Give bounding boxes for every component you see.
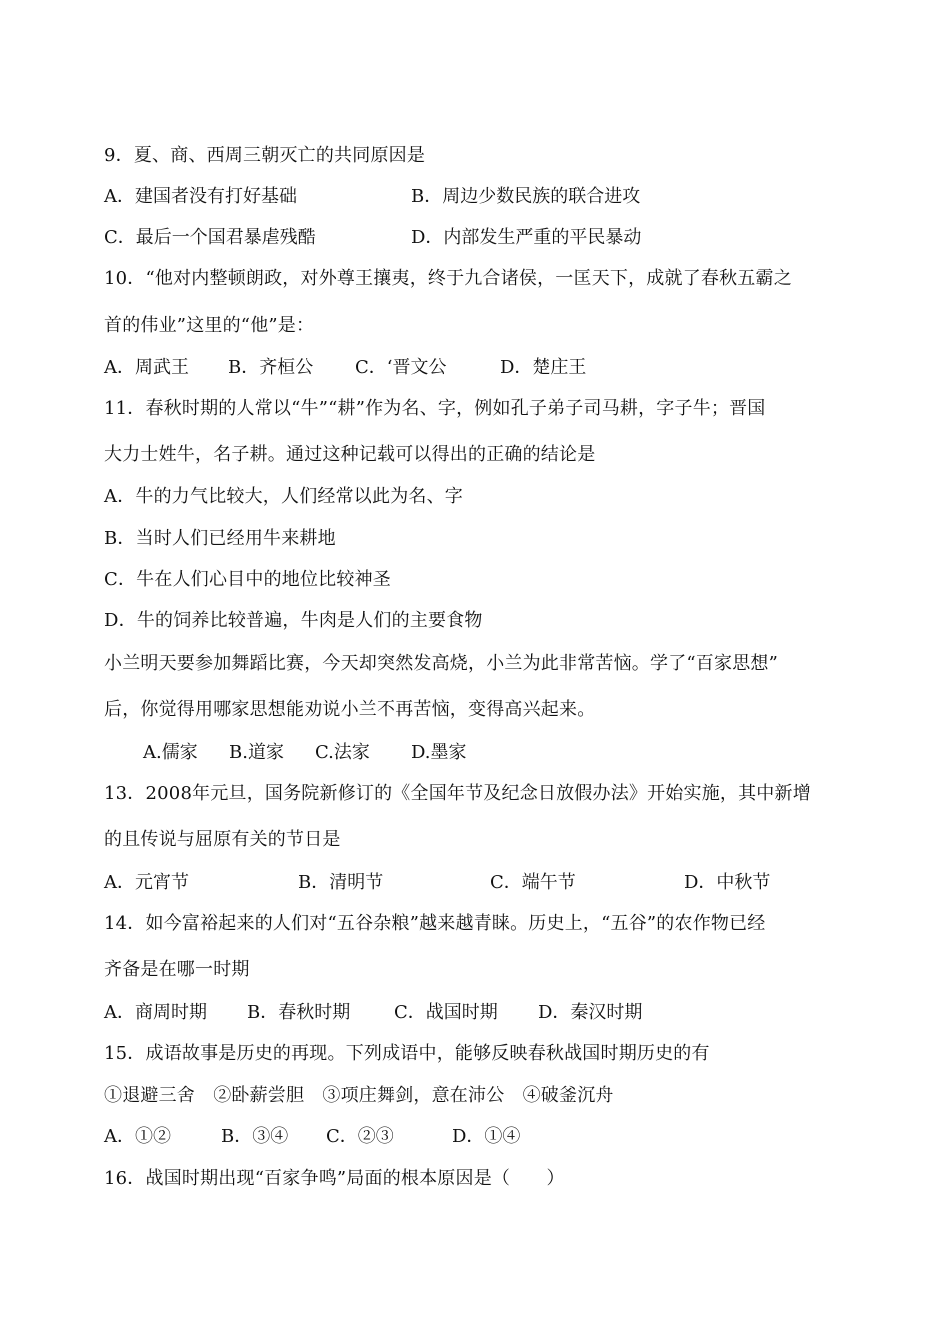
question-11-option-b: B．当时人们已经用牛来耕地	[104, 528, 336, 549]
question-13-option-b: B．清明节	[298, 872, 384, 893]
question-15-option-c: C．②③	[326, 1126, 394, 1147]
question-13-option-a: A．元宵节	[104, 872, 189, 893]
question-12-option-b: B.道家	[229, 742, 284, 763]
question-9-option-d: D．内部发生严重的平民暴动	[411, 227, 642, 248]
question-11-option-d: D．牛的饲养比较普遍，牛肉是人们的主要食物	[104, 610, 483, 631]
question-12-option-c: C.法家	[315, 742, 370, 763]
question-16-stem: 16．战国时期出现“百家争鸣”局面的根本原因是（ ）	[104, 1168, 565, 1189]
question-14-stem-line-2: 齐备是在哪一时期	[104, 959, 250, 980]
question-14-stem-line-1: 14．如今富裕起来的人们对“五谷杂粮”越来越青睐。历史上，“五谷”的农作物已经	[104, 913, 766, 934]
question-13-stem-line-2: 的且传说与屈原有关的节日是	[104, 829, 341, 850]
question-12-option-a: A.儒家	[143, 742, 198, 763]
question-10-option-d: D．楚庄王	[500, 357, 587, 378]
question-10-option-b: B．齐桓公	[228, 357, 314, 378]
question-13-stem-line-1: 13．2008年元旦，国务院新修订的《全国年节及纪念日放假办法》开始实施，其中新增	[104, 783, 811, 804]
question-12-stem-line-2: 后，你觉得用哪家思想能劝说小兰不再苦恼，变得高兴起来。	[104, 699, 596, 720]
question-14-option-c: C．战国时期	[394, 1002, 498, 1023]
question-12-option-d: D.墨家	[411, 742, 467, 763]
question-11-stem-line-2: 大力士姓牛，名子耕。通过这种记载可以得出的正确的结论是	[104, 444, 596, 465]
question-15-option-b: B．③④	[221, 1126, 289, 1147]
question-11-option-c: C．牛在人们心目中的地位比较神圣	[104, 569, 391, 590]
question-10-option-c: C．‘晋文公	[355, 357, 447, 378]
question-13-option-d: D．中秋节	[684, 872, 771, 893]
question-15-option-d: D．①④	[452, 1126, 521, 1147]
question-11-stem-line-1: 11．春秋时期的人常以“牛”“耕”作为名、字，例如孔子弟子司马耕，字子牛；晋国	[104, 398, 766, 419]
question-10-option-a: A．周武王	[104, 357, 189, 378]
question-9-option-a: A．建国者没有打好基础	[104, 186, 297, 207]
question-14-option-d: D．秦汉时期	[538, 1002, 643, 1023]
question-15-stem-line-1: 15．成语故事是历史的再现。下列成语中，能够反映春秋战国时期历史的有	[104, 1043, 710, 1064]
question-9-stem: 9．夏、商、西周三朝灭亡的共同原因是	[104, 145, 426, 166]
question-10-stem-line-2: 首的伟业”这里的“他”是：	[104, 315, 315, 336]
question-15-option-a: A．①②	[104, 1126, 171, 1147]
question-14-option-b: B．春秋时期	[247, 1002, 351, 1023]
question-12-stem-line-1: 小兰明天要参加舞蹈比赛，今天却突然发高烧，小兰为此非常苦恼。学了“百家思想”	[104, 653, 779, 674]
question-10-stem-line-1: 10．“他对内整顿朗政，对外尊王攘夷，终于九合诸侯，一匡天下，成就了春秋五霸之	[104, 268, 792, 289]
question-9-option-c: C．最后一个国君暴虐残酷	[104, 227, 316, 248]
question-13-option-c: C．端午节	[490, 872, 576, 893]
question-14-option-a: A．商周时期	[104, 1002, 207, 1023]
question-11-option-a: A．牛的力气比较大，人们经常以此为名、字	[104, 486, 463, 507]
question-9-option-b: B．周边少数民族的联合进攻	[411, 186, 641, 207]
question-15-idioms: ①退避三舍 ②卧薪尝胆 ③项庄舞剑，意在沛公 ④破釜沉舟	[104, 1085, 614, 1106]
